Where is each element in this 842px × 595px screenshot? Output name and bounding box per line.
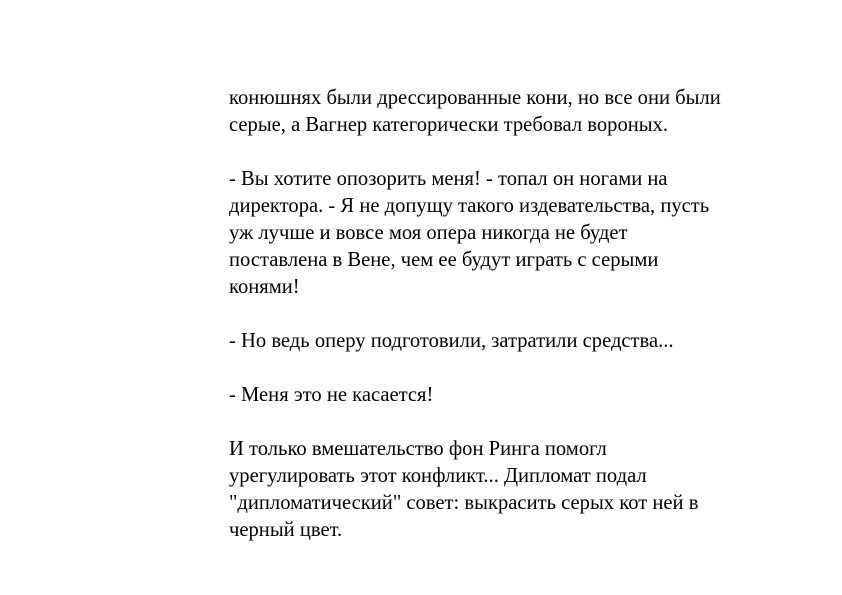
paragraph-3 bbox=[229, 328, 769, 355]
paragraph-4 bbox=[229, 382, 769, 409]
text-line: - Но ведь оперу подготовили, затратили средства... bbox=[229, 330, 674, 352]
text-line: уж лучше и вовсе моя опера никогда не будет bbox=[229, 222, 628, 244]
document-text bbox=[229, 85, 769, 571]
text-line: И только вмешательство фон Ринга помогл bbox=[229, 438, 607, 460]
paragraph-1 bbox=[229, 85, 769, 139]
text-line: урегулировать этот конфликт... Дипломат подал bbox=[229, 465, 647, 487]
text-line: - Вы хотите опозорить меня! - топал он ногами на bbox=[229, 168, 668, 190]
paragraph-5 bbox=[229, 436, 769, 544]
paragraph-2 bbox=[229, 166, 769, 301]
text-line: "дипломатический" совет: выкрасить серых кот ней в bbox=[229, 492, 699, 514]
text-line: директора. - Я не допущу такого издевательства, пусть bbox=[229, 195, 710, 217]
text-line: конюшнях были дрессированные кони, но все они были bbox=[229, 87, 721, 109]
text-line: поставлена в Вене, чем ее будут играть с серыми bbox=[229, 249, 659, 271]
text-line: серые, а Вагнер категорически требовал вороных. bbox=[229, 114, 669, 136]
text-line: - Меня это не касается! bbox=[229, 384, 434, 406]
text-line: черный цвет. bbox=[229, 519, 343, 541]
text-line: конями! bbox=[229, 276, 300, 298]
